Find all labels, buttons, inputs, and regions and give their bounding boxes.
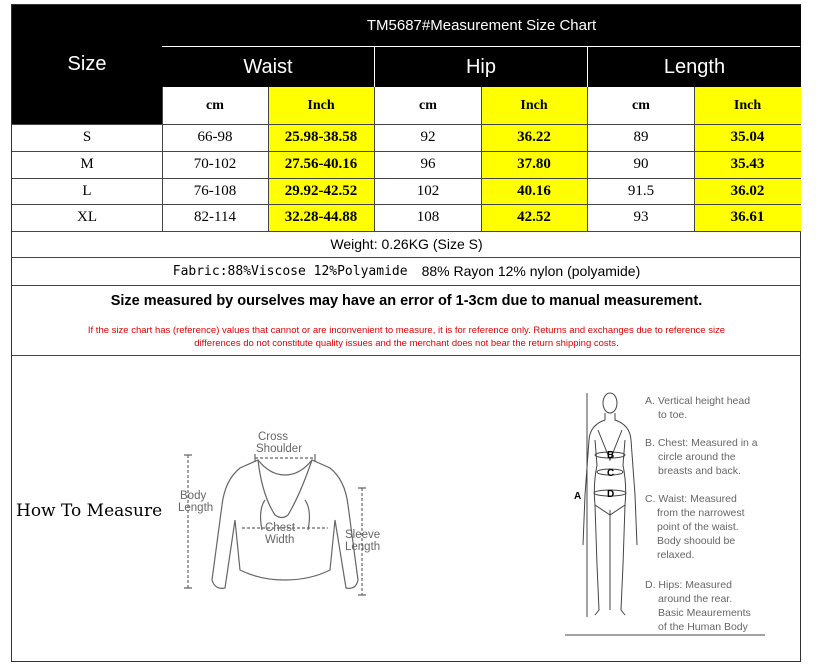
note-b-line-2: circle around the [658, 451, 736, 463]
note-d-line-4: of the Human Body [658, 621, 748, 633]
unit-inch-length: Inch [694, 87, 801, 124]
weight-text: Weight: 0.26KG (Size S) [330, 236, 483, 252]
fabric-mono-text: Fabric:88%Viscose 12%Polyamide [172, 263, 408, 279]
table-row-size: L [82, 182, 92, 199]
table-cell: 82-114 [194, 209, 236, 225]
grid-line [694, 87, 695, 231]
cross-shoulder-label-1: Cross [258, 431, 289, 443]
chart-title-cell [162, 5, 801, 46]
table-cell: 36.61 [694, 204, 801, 231]
note-d-line-3: Basic Meaurements [658, 607, 751, 619]
table-cell: 89 [633, 129, 649, 145]
unit-cm-length: cm [632, 97, 650, 113]
how-to-measure-title: How To Measure [16, 501, 163, 521]
unit-inch-waist: Inch [268, 87, 374, 124]
note-c-line-5: relaxed. [657, 549, 695, 561]
note-a-line-1: A. Vertical height head [645, 395, 751, 407]
fabric-row [12, 257, 801, 285]
unit-cm-hip: cm [419, 97, 437, 113]
table-cell: 108 [416, 209, 440, 225]
note-c-line-4: Body shoould be [657, 535, 736, 547]
grid-line [162, 87, 163, 124]
table-cell: 93 [633, 209, 649, 225]
unit-cm-waist: cm [206, 97, 224, 113]
grid-line [268, 87, 269, 231]
table-cell: 91.5 [627, 182, 655, 199]
table-cell: 35.04 [694, 124, 801, 151]
disclaimer-line-2: differences do not constitute quality issues and the merchant does not bear the return shipping costs. [194, 338, 619, 349]
chest-width-label-1: Chest [265, 522, 296, 534]
grid-line [12, 151, 801, 152]
table-cell: 35.43 [694, 151, 801, 178]
grid-line [12, 204, 801, 205]
table-cell: 37.80 [481, 151, 587, 178]
body-length-label-2: Length [178, 502, 214, 514]
grid-line [587, 87, 588, 231]
note-b-line-3: breasts and back. [658, 465, 741, 477]
table-cell: 92 [420, 129, 436, 145]
shirt-diagram [170, 420, 400, 620]
table-cell: 42.52 [481, 204, 587, 231]
table-row-size: M [80, 156, 94, 172]
hip-header: Hip [375, 47, 587, 87]
note-c-line-1: C. Waist: Measured [645, 493, 737, 505]
note-c-line-3: point of the waist. [657, 521, 739, 533]
table-cell: 29.92-42.52 [268, 178, 374, 204]
unit-inch-hip: Inch [481, 87, 587, 124]
chart-title: TM5687#Measurement Size Chart [366, 17, 597, 34]
disclaimer-line-1: If the size chart has (reference) values that cannot or are inconvenient to measure, it is for reference only. Returns and exchanges due to reference size [87, 325, 726, 336]
note-a-line-2: to toe. [658, 409, 688, 421]
table-cell: 66-98 [197, 129, 233, 145]
table-cell: 32.28-44.88 [268, 204, 374, 231]
table-cell: 70-102 [193, 156, 237, 172]
grid-line [12, 355, 801, 356]
table-cell: 27.56-40.16 [268, 151, 374, 178]
table-cell: 90 [633, 156, 649, 172]
size-header-cell [12, 5, 162, 124]
notes-row [12, 285, 801, 355]
note-c-line-2: from the narrowest [657, 507, 745, 519]
figure-letter-d: D [607, 489, 615, 500]
grid-line [12, 124, 801, 125]
sleeve-length-label-1: Sleeve [345, 529, 381, 541]
table-cell: 40.16 [481, 178, 587, 204]
body-length-label-1: Body [180, 490, 207, 502]
table-cell: 36.22 [481, 124, 587, 151]
chest-width-label-2: Width [265, 534, 295, 546]
error-note: Size measured by ourselves may have an error of 1-3cm due to manual measurement. [110, 293, 703, 309]
figure-letter-b: B [607, 450, 615, 461]
note-b-line-1: B. Chest: Measured in a [645, 437, 758, 449]
waist-header: Waist [162, 47, 374, 87]
table-cell: 102 [416, 182, 440, 199]
table-cell: 25.98-38.58 [268, 124, 374, 151]
figure-letter-c: C [607, 468, 615, 479]
table-cell: 36.02 [694, 178, 801, 204]
table-cell: 96 [420, 156, 436, 172]
note-d-line-1: D. Hips: Measured [645, 579, 732, 591]
table-row-size: XL [77, 209, 97, 225]
table-cell: 76-108 [193, 182, 237, 199]
figure-letter-a: A [574, 491, 582, 502]
grid-line [162, 124, 163, 231]
grid-line [481, 87, 482, 231]
cross-shoulder-label-2: Shoulder [256, 443, 303, 455]
grid-line [374, 87, 375, 231]
fabric-text: 88% Rayon 12% nylon (polyamide) [421, 263, 641, 279]
size-header-label: Size [67, 53, 107, 75]
length-header: Length [588, 47, 801, 87]
body-figure-diagram [565, 385, 765, 640]
grid-line [12, 178, 801, 179]
sleeve-length-label-2: Length [345, 541, 381, 553]
weight-row [12, 231, 801, 257]
table-row-size: S [82, 129, 92, 145]
note-d-line-2: around the rear. [658, 593, 733, 605]
